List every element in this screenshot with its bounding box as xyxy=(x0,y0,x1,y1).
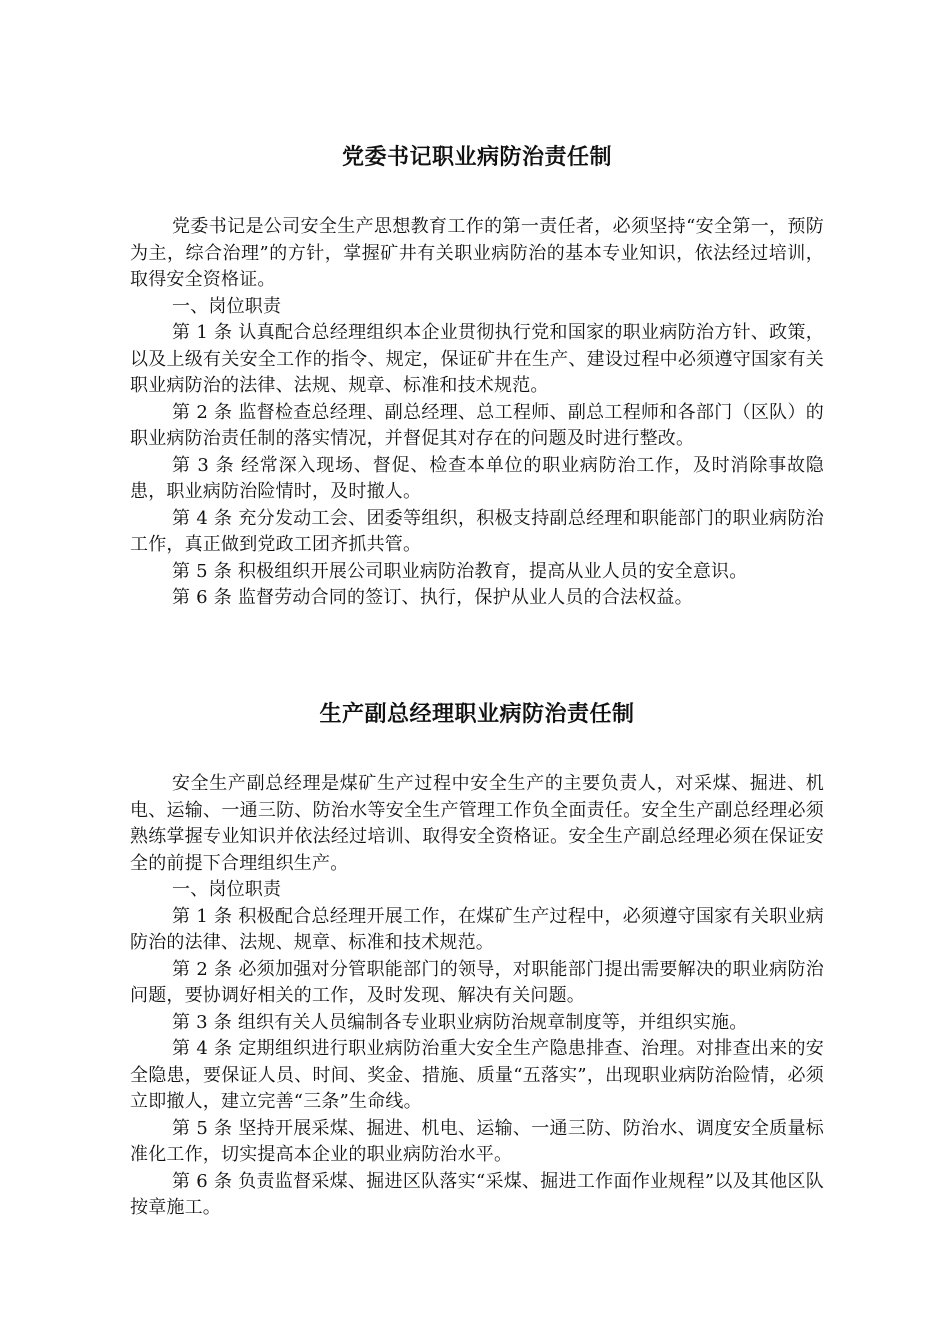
article-3: 第 3 条 组织有关人员编制各专业职业病防治规章制度等，并组织实施。 xyxy=(172,1011,748,1033)
intro-paragraph: 安全生产副总经理是煤矿生产过程中安全生产的主要负责人，对采煤、掘进、机电、运输、一通三防、防治水等安全生产管理工作负全面责任。安全生产副总经理必须熟练掌握专业知识并依法经过培训、取得安全资格证。安全生产副总经理必须在保证安全的前提下合理组织生产。 xyxy=(130,773,824,874)
subheading-duties: 一、岗位职责 xyxy=(172,879,282,900)
article-6: 第 6 条 负责监督采煤、掘进区队落实“采煤、掘进工作面作业规程”以及其他区队按章施工。 xyxy=(130,1170,824,1218)
article-6: 第 6 条 监督劳动合同的签订、执行，保护从业人员的合法权益。 xyxy=(172,587,693,608)
article-4: 第 4 条 充分发动工会、团委等组织，积极支持副总经理和职能部门的职业病防治工作，真正做到党政工团齐抓共管。 xyxy=(130,507,824,555)
article-5: 第 5 条 坚持开展采煤、掘进、机电、运输、一通三防、防治水、调度安全质量标准化工作，切实提高本企业的职业病防治水平。 xyxy=(130,1117,824,1165)
subheading-duties: 一、岗位职责 xyxy=(172,295,282,317)
article-3: 第 3 条 经常深入现场、督促、检查本单位的职业病防治工作，及时消除事故隐患，职业病防治险情时，及时撤人。 xyxy=(130,454,824,502)
article-5: 第 5 条 积极组织开展公司职业病防治教育，提高从业人员的安全意识。 xyxy=(172,560,748,582)
intro-paragraph: 党委书记是公司安全生产思想教育工作的第一责任者，必须坚持“安全第一，预防为主，综合治理”的方针，掌握矿井有关职业病防治的基本专业知识，依法经过培训，取得安全资格证。 xyxy=(130,216,824,290)
section-production-deputy-gm xyxy=(130,697,824,1222)
section-title: 生产副总经理职业病防治责任制 xyxy=(319,702,635,727)
section-title: 党委书记职业病防治责任制 xyxy=(341,145,612,170)
article-1: 第 1 条 积极配合总经理开展工作，在煤矿生产过程中，必须遵守国家有关职业病防治的法律、法规、规章、标准和技术规范。 xyxy=(130,905,824,953)
article-4: 第 4 条 定期组织进行职业病防治重大安全生产隐患排查、治理。对排查出来的安全隐患，要保证人员、时间、奖金、措施、质量“五落实”，出现职业病防治险情，必须立即撤人，建立完善“三条”生命线。 xyxy=(130,1038,824,1112)
section-party-secretary xyxy=(130,140,824,612)
article-1: 第 1 条 认真配合总经理组织本企业贯彻执行党和国家的职业病防治方针、政策，以及上级有关安全工作的指令、规定，保证矿井在生产、建设过程中必须遵守国家有关职业病防治的法律、法规、规章、标准和技术规范。 xyxy=(130,322,824,396)
article-2: 第 2 条 监督检查总经理、副总经理、总工程师、副总工程师和各部门（区队）的职业病防治责任制的落实情况，并督促其对存在的问题及时进行整改。 xyxy=(130,401,824,449)
article-2: 第 2 条 必须加强对分管职能部门的领导，对职能部门提出需要解决的职业病防治问题，要协调好相关的工作，及时发现、解决有关问题。 xyxy=(130,958,824,1006)
